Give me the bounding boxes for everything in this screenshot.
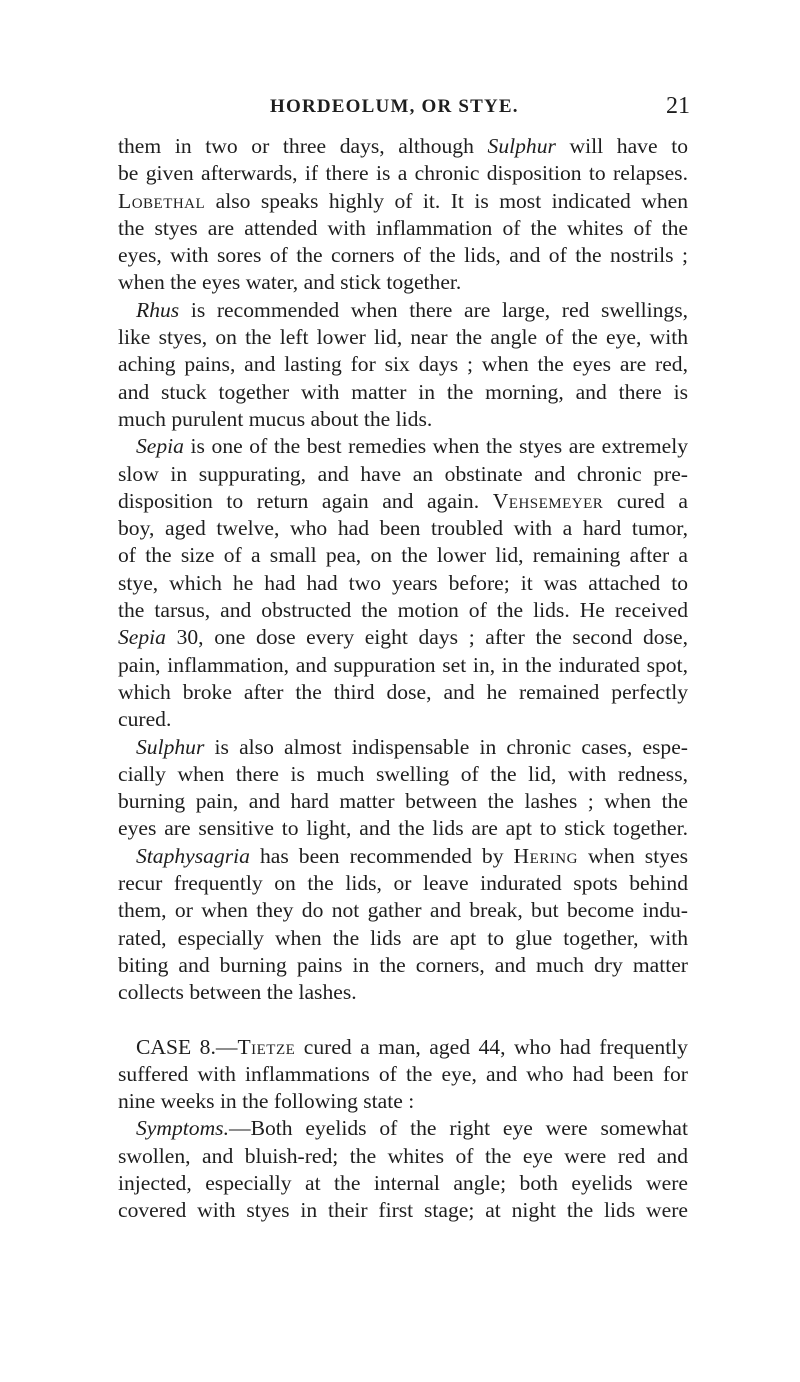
- text-line: eyes are sensitive to light, and the lids are apt to stick together.: [118, 816, 688, 841]
- text-line: biting and burning pains in the corners, and much dry matter: [118, 952, 688, 977]
- text-line: Lobethal also speaks highly of it. It is most indicated when: [118, 188, 688, 213]
- running-title: HORDEOLUM, OR STYE.: [270, 96, 519, 117]
- text-line: stye, which he had had two years before; it was attached to: [118, 570, 688, 595]
- text-line: be given afterwards, if there is a chronic disposition to relapses.: [118, 161, 688, 186]
- text-line: pain, inflammation, and suppuration set in, in the indurated spot,: [118, 652, 688, 677]
- text-line: nine weeks in the following state :: [118, 1089, 415, 1114]
- text-line: injected, especially at the internal angle; both eyelids were: [118, 1170, 688, 1195]
- text-line: them in two or three days, although Sulphur will have to: [118, 134, 688, 158]
- text-line: Symptoms.—Both eyelids of the right eye were somewhat: [136, 1116, 688, 1141]
- text-line: burning pain, and hard matter between the lashes ; when the: [118, 789, 688, 814]
- text-line: cially when there is much swelling of the lid, with redness,: [118, 761, 688, 786]
- text-line: much purulent mucus about the lids.: [118, 406, 433, 431]
- text-line: CASE 8.—Tietze cured a man, aged 44, who had frequently: [136, 1034, 688, 1059]
- text-line: the styes are attended with inflammation of the whites of the: [118, 215, 688, 240]
- text-line: disposition to return again and again. Vehsemeyer cured a: [118, 488, 688, 513]
- text-line: collects between the lashes.: [118, 980, 357, 1005]
- text-line: and stuck together with matter in the morning, and there is: [118, 379, 688, 404]
- text-line: rated, especially when the lids are apt to glue together, with: [118, 925, 688, 950]
- text-line: Sepia 30, one dose every eight days ; after the second dose,: [118, 625, 688, 650]
- text-line: the tarsus, and obstructed the motion of the lids. He received: [118, 598, 688, 623]
- body-text: [118, 133, 688, 1225]
- text-line: them, or when they do not gather and break, but become indu-: [118, 898, 688, 923]
- text-line: recur frequently on the lids, or leave indurated spots behind: [118, 871, 688, 896]
- text-line: like styes, on the left lower lid, near the angle of the eye, with: [118, 325, 688, 350]
- page-number: 21: [666, 93, 690, 119]
- text-line: cured.: [118, 707, 172, 732]
- text-line: swollen, and bluish-red; the whites of the eye were red and: [118, 1143, 688, 1168]
- text-line: which broke after the third dose, and he remained perfectly: [118, 679, 688, 704]
- text-line: aching pains, and lasting for six days ; when the eyes are red,: [118, 352, 688, 377]
- text-line: slow in suppurating, and have an obstinate and chronic pre-: [118, 461, 688, 486]
- text-line: Staphysagria has been recommended by Hering when styes: [136, 843, 688, 868]
- paragraph-gap: [118, 1007, 688, 1034]
- text-line: Sepia is one of the best remedies when the styes are extremely: [136, 434, 688, 459]
- text-line: suffered with inflammations of the eye, and who had been for: [118, 1061, 688, 1086]
- text-line: of the size of a small pea, on the lower lid, remaining after a: [118, 543, 688, 568]
- text-line: covered with styes in their first stage; at night the lids were: [118, 1198, 688, 1223]
- text-line: Rhus is recommended when there are large, red swellings,: [136, 297, 688, 322]
- text-line: eyes, with sores of the corners of the lids, and of the nostrils ;: [118, 243, 688, 268]
- text-line: when the eyes water, and stick together.: [118, 270, 462, 295]
- text-line: boy, aged twelve, who had been troubled with a hard tumor,: [118, 516, 688, 541]
- text-line: Sulphur is also almost indispensable in chronic cases, espe-: [136, 734, 688, 759]
